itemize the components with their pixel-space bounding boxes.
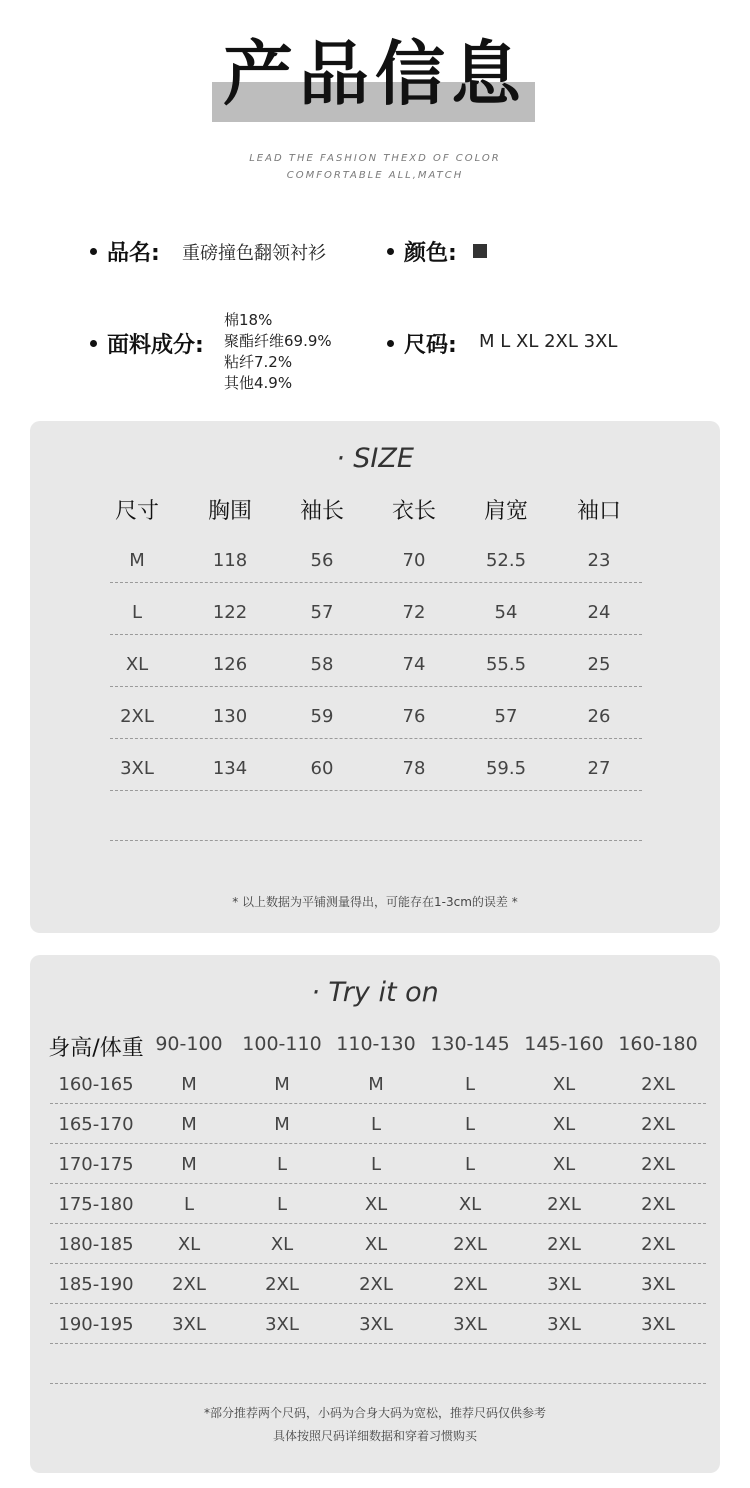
try-cell: L bbox=[370, 1114, 382, 1135]
try-cell: L bbox=[183, 1194, 195, 1215]
size-col-header: 胸围 bbox=[207, 499, 252, 524]
product-name-value: 重磅撞色翻领衬衫 bbox=[182, 243, 326, 264]
fabric-line: 聚酯纤维69.9% bbox=[224, 332, 332, 350]
try-cell: 2XL bbox=[641, 1114, 675, 1135]
try-cell: XL bbox=[458, 1194, 482, 1215]
bullet-dot bbox=[387, 248, 394, 255]
row-divider bbox=[50, 1223, 706, 1224]
size-cell: 24 bbox=[587, 602, 611, 623]
try-note-2: 具体按照尺码详细数据和穿着习惯购买 bbox=[272, 1429, 477, 1443]
height-row-label: 170-175 bbox=[58, 1154, 134, 1175]
try-cell: XL bbox=[552, 1074, 576, 1095]
try-heading: · Try it on bbox=[311, 977, 439, 1008]
size-cell: 3XL bbox=[120, 758, 154, 779]
size-cell: 74 bbox=[402, 654, 426, 675]
row-divider bbox=[110, 582, 642, 583]
size-panel bbox=[30, 421, 720, 933]
try-cell: XL bbox=[552, 1154, 576, 1175]
height-row-label: 185-190 bbox=[58, 1274, 134, 1295]
bullet-dot bbox=[90, 340, 97, 347]
row-divider bbox=[110, 738, 642, 739]
fabric-line: 棉18% bbox=[224, 311, 273, 329]
size-cell: 134 bbox=[212, 758, 248, 779]
row-divider bbox=[50, 1183, 706, 1184]
fabric-line: 粘纤7.2% bbox=[224, 353, 293, 371]
size-cell: 59.5 bbox=[485, 758, 527, 779]
try-cell: 2XL bbox=[547, 1234, 581, 1255]
size-cell: 126 bbox=[212, 654, 248, 675]
try-cell: XL bbox=[364, 1234, 388, 1255]
row-divider bbox=[110, 790, 642, 791]
height-row-label: 165-170 bbox=[58, 1114, 134, 1135]
size-cell: 23 bbox=[587, 550, 611, 571]
size-cell: 118 bbox=[212, 550, 248, 571]
size-cell: 27 bbox=[587, 758, 611, 779]
size-cell: 52.5 bbox=[485, 550, 527, 571]
color-swatch bbox=[473, 244, 487, 258]
height-weight-corner: 身高/体重 bbox=[48, 1036, 144, 1061]
try-cell: L bbox=[464, 1154, 476, 1175]
size-cell: 26 bbox=[587, 706, 611, 727]
size-cell: 70 bbox=[402, 550, 426, 571]
try-cell: 3XL bbox=[547, 1314, 581, 1335]
row-divider bbox=[110, 686, 642, 687]
try-cell: 3XL bbox=[172, 1314, 206, 1335]
size-cell: 57 bbox=[310, 602, 334, 623]
height-row-label: 160-165 bbox=[58, 1074, 134, 1095]
try-cell: L bbox=[276, 1194, 288, 1215]
fabric-line: 其他4.9% bbox=[224, 374, 293, 392]
size-heading: · SIZE bbox=[336, 443, 414, 474]
weight-col-header: 145-160 bbox=[524, 1033, 604, 1055]
row-divider bbox=[110, 840, 642, 841]
try-cell: L bbox=[464, 1074, 476, 1095]
bullet-dot bbox=[90, 248, 97, 255]
size-cell: 55.5 bbox=[485, 654, 527, 675]
size-cell: 122 bbox=[212, 602, 248, 623]
row-divider bbox=[110, 634, 642, 635]
try-cell: M bbox=[181, 1074, 197, 1095]
title-block bbox=[0, 30, 750, 130]
fabric-label: 面料成分: bbox=[90, 328, 204, 359]
try-cell: 2XL bbox=[641, 1234, 675, 1255]
size-cell: L bbox=[131, 602, 143, 623]
try-cell: 2XL bbox=[641, 1074, 675, 1095]
height-row-label: 175-180 bbox=[58, 1194, 134, 1215]
size-cell: XL bbox=[125, 654, 149, 675]
size-cell: 54 bbox=[494, 602, 518, 623]
row-divider bbox=[50, 1263, 706, 1264]
row-divider bbox=[50, 1343, 706, 1344]
tagline-1: LEAD THE FASHION THEXD OF COLOR bbox=[249, 153, 501, 164]
size-cell: 59 bbox=[310, 706, 334, 727]
size-cell: 56 bbox=[310, 550, 334, 571]
try-cell: 2XL bbox=[547, 1194, 581, 1215]
size-cell: 2XL bbox=[120, 706, 154, 727]
try-cell: M bbox=[181, 1114, 197, 1135]
try-cell: 3XL bbox=[547, 1274, 581, 1295]
row-divider bbox=[50, 1383, 706, 1384]
try-cell: M bbox=[368, 1074, 384, 1095]
try-cell: 2XL bbox=[453, 1274, 487, 1295]
try-note-1: *部分推荐两个尺码，小码为合身大码为宽松，推荐尺码仅供参考 bbox=[203, 1406, 546, 1420]
row-divider bbox=[50, 1143, 706, 1144]
size-cell: 58 bbox=[310, 654, 334, 675]
page-title: 产品信息 bbox=[223, 33, 527, 115]
size-col-header: 尺寸 bbox=[114, 499, 159, 524]
try-cell: XL bbox=[270, 1234, 294, 1255]
size-cell: M bbox=[129, 550, 145, 571]
try-cell: M bbox=[181, 1154, 197, 1175]
size-cell: 78 bbox=[402, 758, 426, 779]
try-cell: 3XL bbox=[265, 1314, 299, 1335]
height-row-label: 190-195 bbox=[58, 1314, 134, 1335]
weight-col-header: 90-100 bbox=[155, 1033, 223, 1055]
try-cell: L bbox=[276, 1154, 288, 1175]
try-cell: 3XL bbox=[359, 1314, 393, 1335]
try-cell: XL bbox=[177, 1234, 201, 1255]
try-cell: XL bbox=[552, 1114, 576, 1135]
try-cell: 2XL bbox=[172, 1274, 206, 1295]
weight-col-header: 130-145 bbox=[430, 1033, 510, 1055]
size-col-header: 袖长 bbox=[299, 499, 344, 524]
try-panel bbox=[30, 955, 720, 1473]
try-cell: 2XL bbox=[453, 1234, 487, 1255]
weight-col-header: 110-130 bbox=[336, 1033, 416, 1055]
try-cell: 2XL bbox=[359, 1274, 393, 1295]
size-col-header: 衣长 bbox=[391, 499, 436, 524]
product-name-label: 品名: bbox=[90, 236, 160, 267]
tagline-2: COMFORTABLE ALL,MATCH bbox=[286, 170, 464, 181]
weight-col-header: 160-180 bbox=[618, 1033, 698, 1055]
size-note: * 以上数据为平铺测量得出，可能存在1-3cm的误差 * bbox=[232, 895, 518, 909]
size-label: 尺码: bbox=[387, 328, 457, 359]
try-cell: XL bbox=[364, 1194, 388, 1215]
size-col-header: 肩宽 bbox=[483, 499, 528, 524]
height-row-label: 180-185 bbox=[58, 1234, 134, 1255]
try-cell: M bbox=[274, 1074, 290, 1095]
size-cell: 76 bbox=[402, 706, 426, 727]
row-divider bbox=[50, 1103, 706, 1104]
try-cell: L bbox=[464, 1114, 476, 1135]
size-cell: 25 bbox=[587, 654, 611, 675]
color-label: 颜色: bbox=[387, 236, 457, 267]
size-cell: 130 bbox=[212, 706, 248, 727]
size-value: M L XL 2XL 3XL bbox=[479, 331, 618, 352]
try-cell: 3XL bbox=[641, 1274, 675, 1295]
bullet-dot bbox=[387, 340, 394, 347]
try-cell: 3XL bbox=[453, 1314, 487, 1335]
try-cell: 2XL bbox=[265, 1274, 299, 1295]
size-cell: 72 bbox=[402, 602, 426, 623]
try-cell: M bbox=[274, 1114, 290, 1135]
size-cell: 57 bbox=[494, 706, 518, 727]
size-col-header: 袖口 bbox=[576, 499, 621, 524]
try-cell: 2XL bbox=[641, 1154, 675, 1175]
size-cell: 60 bbox=[310, 758, 334, 779]
weight-col-header: 100-110 bbox=[242, 1033, 322, 1055]
try-cell: 2XL bbox=[641, 1194, 675, 1215]
row-divider bbox=[50, 1303, 706, 1304]
try-cell: 3XL bbox=[641, 1314, 675, 1335]
try-cell: L bbox=[370, 1154, 382, 1175]
